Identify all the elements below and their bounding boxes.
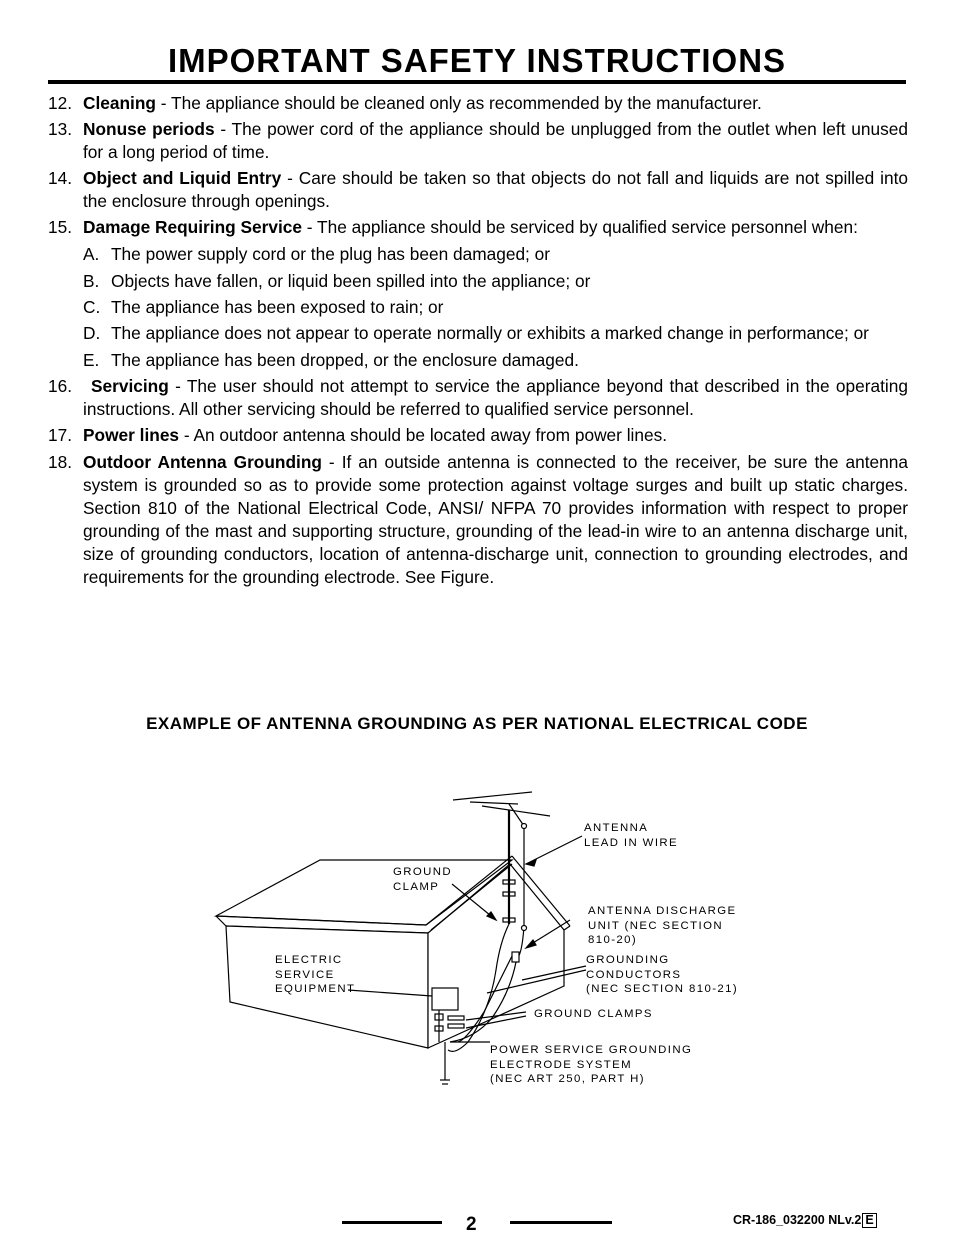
item-text: - Care should be taken so that objects do not fall and liquids are not spilled into the enclosure through openings. (83, 168, 908, 211)
condition-text: The appliance has been exposed to rain; or (111, 297, 444, 317)
instruction-12 (48, 92, 908, 115)
footer-rule-left (342, 1221, 442, 1224)
electric-service-box (432, 988, 458, 1010)
item-text: - The appliance should be cleaned only as recommended by the manufacturer. (155, 93, 762, 113)
instruction-17 (48, 424, 908, 447)
condition-letter: A. (83, 244, 100, 264)
condition-letter: B. (83, 271, 100, 291)
instruction-18 (48, 451, 908, 589)
item-term: Damage Requiring Service (83, 217, 302, 237)
item-term: Outdoor Antenna Grounding (83, 452, 322, 472)
item-number: 18. (48, 452, 73, 472)
label-antenna-discharge-unit: ANTENNA DISCHARGE UNIT (NEC SECTION 810-20) (588, 905, 737, 946)
item-number: 13. (48, 119, 73, 139)
figure-caption: EXAMPLE OF ANTENNA GROUNDING AS PER NATIONAL ELECTRICAL CODE (146, 714, 808, 733)
instruction-13 (48, 118, 908, 164)
item-text: - The user should not attempt to service the appliance beyond that described in the operating instructions. All other servicing should be referred to qualified service personnel. (83, 376, 908, 419)
antenna-grounding-diagram (200, 780, 760, 1100)
item-term: Nonuse periods (83, 119, 215, 139)
service-condition-e (83, 349, 908, 372)
label-ground-clamp: GROUND CLAMP (393, 866, 453, 893)
condition-letter: C. (83, 297, 101, 317)
item-term: Object and Liquid Entry (83, 168, 282, 188)
footer-rule-right (510, 1221, 612, 1224)
label-antenna-lead-in: ANTENNA LEAD IN WIRE (584, 822, 679, 849)
item-text: - An outdoor antenna should be located away from power lines. (179, 425, 668, 445)
document-code (733, 1213, 877, 1228)
instruction-list (48, 92, 908, 589)
item-term: Power lines (83, 425, 180, 445)
condition-text: The appliance does not appear to operate normally or exhibits a marked change in performance; or (111, 323, 869, 343)
item-text: - The appliance should be serviced by qualified service personnel when: (301, 217, 858, 237)
page-title: IMPORTANT SAFETY INSTRUCTIONS (167, 42, 787, 79)
label-ground-clamps: GROUND CLAMPS (534, 1008, 653, 1020)
item-number: 17. (48, 425, 73, 445)
item-term: Servicing (91, 376, 169, 396)
service-condition-c (83, 296, 908, 319)
condition-letter: E. (83, 350, 100, 370)
item-number: 14. (48, 168, 73, 188)
service-condition-a (83, 243, 908, 266)
condition-text: The power supply cord or the plug has been damaged; or (111, 244, 551, 264)
label-power-service-grounding: POWER SERVICE GROUNDING ELECTRODE SYSTEM (NEC ART 250, PART H) (490, 1044, 693, 1085)
service-condition-b (83, 270, 908, 293)
condition-text: The appliance has been dropped, or the enclosure damaged. (111, 350, 579, 370)
doc-code-text: CR-186_032200 NLv.2 (733, 1213, 862, 1227)
item-number: 15. (48, 217, 73, 237)
discharge-unit (512, 952, 519, 962)
instruction-14 (48, 167, 908, 213)
item-number: 12. (48, 93, 73, 113)
item-number: 16. (48, 376, 73, 396)
instruction-15 (48, 216, 908, 239)
label-grounding-conductors: GROUNDING CONDUCTORS (NEC SECTION 810-21) (586, 954, 739, 995)
title-rule (48, 80, 906, 84)
leader-antenna (526, 836, 582, 864)
condition-letter: D. (83, 323, 101, 343)
language-badge: E (862, 1213, 876, 1228)
page-number: 2 (466, 1214, 477, 1235)
item-text: - The power cord of the appliance should be unplugged from the outlet when left unused for a long period of time. (83, 119, 908, 162)
item-text: - If an outside antenna is connected to the receiver, be sure the antenna system is grounded so as to provide some protection against voltage surges and built up static charges. Section 810 of the National Electrical Code, ANSI/ NFPA 70 provides information with respect to proper grounding of the mast and supporting structure, grounding of the lead-in wire to an antenna discharge unit, size of grounding conductors, location of antenna-discharge unit, connection to grounding electrodes, and requirements for the grounding electrode. See Figure. (83, 452, 908, 587)
condition-text: Objects have fallen, or liquid been spilled into the appliance; or (111, 271, 591, 291)
service-condition-d (83, 322, 908, 345)
instruction-16 (48, 375, 908, 421)
label-electric-service-equipment: ELECTRIC SERVICE EQUIPMENT (275, 954, 356, 995)
item-term: Cleaning (83, 93, 156, 113)
